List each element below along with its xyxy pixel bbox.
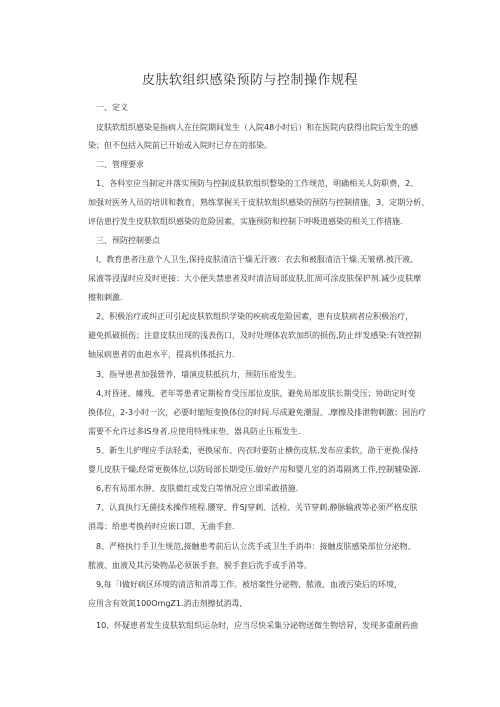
paragraph-line: 染；但不包括入院前已开始或入院时已存在的那染。 [88, 141, 272, 150]
paragraph-line: 轴尿病患者的血赳水平，提高机体抵抗力. [88, 350, 235, 359]
paragraph-line: 3、指导患者加强營养，墙演皮肤抵抗力，预防压疮发生。 [96, 370, 302, 379]
paragraph-line: 避免抓破损伤；注意皮肤出现的浅表伤口，及时处理体农软加织的损伤,防止绊发感染:有效控制 [88, 331, 422, 340]
paragraph-line: 擦和刺激. [88, 293, 123, 302]
paragraph-line: 脓液、血液及其污染物品必须嵌手套，脱手套后洗手或手消等。 [88, 561, 312, 570]
paragraph-line: 2、积极治疗或纠正可引起皮肤软组织学染的疾病或危险因素，患有皮肤病者应积极治疗， [96, 312, 414, 321]
paragraph-line: 需要不允许过多IS身者.应使用特殊床垫、器具防止压瓶发生. [88, 427, 301, 436]
paragraph-line: 婴儿皮肤干燥,经常更换体位,以防局部长期受压.做好产房和婴儿室的消毒隔离工作,控制辅染源. [88, 465, 421, 474]
paragraph-line: 6,若有局部水肿、皮肤微红或发白等情况应立即采敢措施. [96, 484, 299, 493]
paragraph-line: 1、各科室应当制定并落实预防与控制皮肤软组织整染的工作规范，明确相关人防职费，2、 [96, 179, 419, 188]
paragraph-line: 8、严格执行手卫生规范,接触患考前后认立洗手或卫生手消串：接触皮肤感染部位分泌物、 [96, 542, 416, 551]
paragraph-line: 应用含有效氮100OmgZ1.消击剂擦拭消毒, [88, 599, 243, 608]
paragraph-line: 7、认真执行无菌技术操作班程.腰穿、件SJ穿刺、活检、关节穿刺.静脉输液等必须严格皮肤 [96, 503, 418, 512]
paragraph-line: 5、新生儿护理应手法轻柔，更换尿布、内衣时要防止横伤皮肤.发布应柔软，劭于更换.保持 [96, 446, 419, 455]
paragraph-line: 消毒：给患考换药时应嵌口罩、无曲手套. [88, 522, 235, 531]
paragraph-line: I、教育患者注意个人卫生,保持皮肤清洁干燥无汗液：衣去和被服清洁干燥.无皱褶.被汗液、 [96, 255, 418, 264]
paragraph-line: 加强对医务人员的培训和教育，熟练掌握关于皮肤软组织感染的预防与控制措施，3、定期分析、 [88, 198, 430, 207]
section-heading-prevention: 三、预防控制要点 [96, 236, 160, 245]
paragraph-line: 4,对昏迷、瘫残、老年等患者定期检育受压部位皮肤，避免局部皮肤长期受压；协助定时变 [96, 389, 416, 398]
paragraph-line: 皮肤软组织感染是指病人在住院期间发生（入院48小时后）和在医院内获得出院后发生的感 [96, 123, 419, 132]
section-heading-definition: 一、定义 [96, 103, 128, 112]
section-heading-management: 二、管理要求 [96, 160, 144, 169]
paragraph-line: 尿液等浸湿时应及时更接：大小便失禁患者及时清洁局部皮肤,肛周可涂皮肤保护剂.减少皮肤摩 [88, 274, 422, 283]
paragraph-line: 评估患拧发生皮肤软组织感染的危险因素，实施预防和控制下呼吸道感染的相关工作措施. [88, 217, 403, 226]
document-title: 皮肤软组织感染预防与控制操作规程 [141, 73, 358, 88]
paragraph-line: 9,每「I做好病区环境的清洁和消毒工作。被培案性分泌物、脓液、血液污染后的环境， [96, 580, 402, 589]
paragraph-line: 10、怀疑患者发生皮肤软组织运杂时，应当尽快采集分泌物送微生物培昇，发现多重耐药曲 [96, 621, 419, 630]
paragraph-line: 换体位，2-3小时一次，必要时缩短变换体位的时间.尽成避免潮湿、.摩擦及排泄物刺激；因治疗 [88, 408, 427, 417]
